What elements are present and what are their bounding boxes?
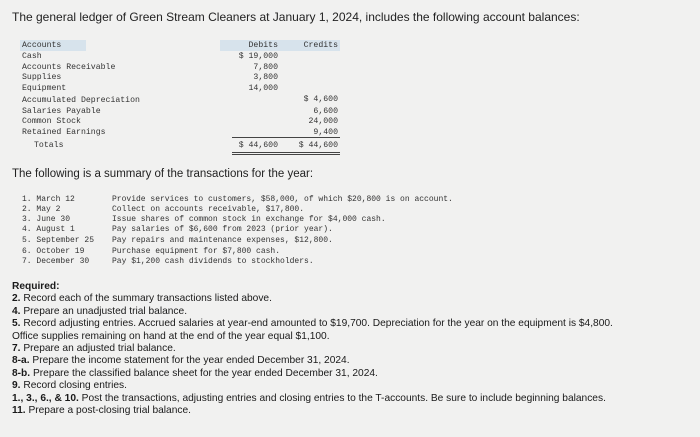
header-credits: Credits	[303, 41, 338, 50]
ledger-table	[20, 40, 342, 156]
transaction-item: 5. September 25 Pay repairs and maintenance expenses, $12,800.	[22, 236, 333, 245]
required-item: 7. Prepare an adjusted trial balance.	[12, 343, 176, 355]
ledger-row: Common Stock 24,000	[22, 117, 338, 126]
required-item: Office supplies remaining on hand at the end of the year equal $1,100.	[12, 330, 330, 342]
totals-double-underline-1	[232, 152, 340, 153]
totals-double-underline-2	[232, 154, 340, 155]
totals-debit: $ 44,600	[238, 141, 278, 150]
transaction-item: 6. October 19 Purchase equipment for $7,800 cash.	[22, 247, 281, 256]
intro-text: The general ledger of Green Stream Cleaners at January 1, 2024, includes the following account balances:	[12, 10, 580, 24]
required-item: 1., 3., 6., & 10. Post the transactions, adjusting entries and closing entries to the T-accounts. Be sure to include beginning balances.	[12, 392, 606, 404]
required-item: 11. Prepare a post-closing trial balance.	[12, 405, 191, 417]
transaction-item: 7. December 30 Pay $1,200 cash dividends to stockholders.	[22, 257, 314, 266]
ledger-row: Retained Earnings 9,400	[22, 127, 338, 137]
ledger-row: Cash $ 19,000	[22, 52, 278, 61]
summary-title: The following is a summary of the transactions for the year:	[12, 168, 314, 180]
required-item: 4. Prepare an unadjusted trial balance.	[12, 305, 188, 317]
ledger-row: Salaries Payable 6,600	[22, 106, 338, 116]
ledger-row: Accounts Receivable 7,800	[22, 62, 278, 72]
ledger-row: Accumulated Depreciation $ 4,600	[22, 95, 338, 105]
required-item: 8-a. Prepare the income statement for the year ended December 31, 2024.	[12, 355, 350, 367]
transaction-item: 4. August 1 Pay salaries of $6,600 from 2023 (prior year).	[22, 225, 333, 234]
required-item: 2. Record each of the summary transactions listed above.	[12, 293, 272, 305]
required-item: 5. Record adjusting entries. Accrued salaries at year-end amounted to $19,700. Depreciation for the year on the equipment is $4,800.	[12, 318, 613, 330]
transaction-item: 3. June 30 Issue shares of common stock in exchange for $4,000 cash.	[22, 215, 386, 224]
required-title: Required:	[12, 281, 60, 292]
ledger-totals-row	[20, 141, 340, 151]
transaction-item: 2. May 2 Collect on accounts receivable, $17,800.	[22, 205, 305, 214]
transaction-item: 1. March 12 Provide services to customers, $58,000, of which $20,800 is on account.	[22, 195, 453, 204]
totals-underline	[232, 137, 340, 138]
required-item: 8-b. Prepare the classified balance sheet for the year ended December 31, 2024.	[12, 367, 378, 379]
required-item: 9. Record closing entries.	[12, 380, 127, 392]
header-accounts: Accounts	[22, 41, 62, 50]
required-section	[12, 281, 692, 417]
header-debits: Debits	[248, 41, 278, 50]
ledger-row: Equipment 14,000	[22, 83, 278, 93]
totals-credit: $ 44,600	[298, 141, 338, 150]
ledger-row: Supplies 3,800	[22, 73, 278, 82]
totals-label: Totals	[34, 141, 64, 150]
